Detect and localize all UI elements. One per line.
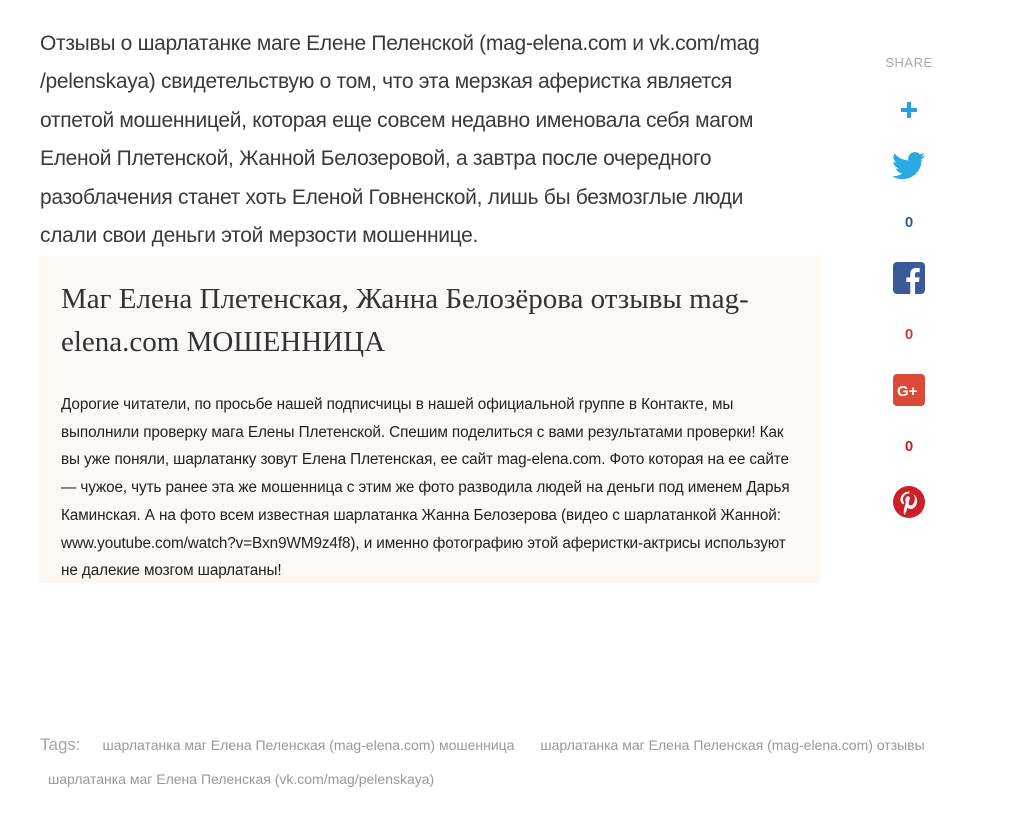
- article-intro-text: Отзывы о шарлатанке маге Елене Пеленской (mag-elena.com и vk.com/mag /pelenskaya) свидетельствую о том, что эта мерзкая аферистка является отпетой мошенницей, которая еще совсем недавно именовала себя магом Еленой Плетенской, Жанной Белозеровой, а завтра после очередного разоблачения станет хоть Еленой Говненской, лишь бы безмозглые люди слали свои деньги этой мерзости мошеннице.: [40, 32, 760, 248]
- quote-body: Дорогие читатели, по просьбе нашей подписчицы в нашей официальной группе в Контакте, мы выполнили проверку мага Елены Плетенской. Спешим поделиться с вами результатами проверки! Как вы уже поняли, шарлатанку зовут Елена Плетенская, ее сайт mag-elena.com. Фото которая на ее сайте — чужое, чуть ранее эта же мошенница с этим же фото разводила людей на деньги под именем Дарья Каминская. А на фото всем известная шарлатанка Жанна Белозерова (видео с шарлатанкой Жанной: www.youtube.com/watch?v=Bxn9WM9z4f8), и именно фотографию этой аферистки-актрисы используют не далекие мозгом шарлатаны!: [61, 396, 790, 580]
- plus-icon: [900, 101, 918, 119]
- share-sidebar: [880, 55, 938, 530]
- quote-title: Маг Елена Плетенская, Жанна Белозёрова отзывы mag-elena.com МОШЕННИЦА: [61, 283, 749, 358]
- tags-label: Tags:: [40, 735, 81, 754]
- pinterest-icon: [892, 485, 926, 519]
- google-plus-share-count: 0: [904, 437, 914, 455]
- pinterest-share-button[interactable]: [880, 474, 938, 530]
- tags-section: [40, 728, 980, 796]
- tag-link[interactable]: шарлатанка маг Елена Пеленская (mag-elena.com) мошенница: [102, 737, 515, 753]
- share-label: SHARE: [885, 55, 933, 70]
- google-plus-icon: [893, 374, 925, 406]
- twitter-share-button[interactable]: [880, 138, 938, 194]
- tag-link[interactable]: шарлатанка маг Елена Пеленская (vk.com/mag/pelenskaya): [48, 771, 435, 787]
- facebook-icon: [893, 262, 925, 294]
- share-more-button[interactable]: [880, 96, 938, 124]
- quote-box: [39, 256, 821, 583]
- google-plus-share-button[interactable]: [880, 362, 938, 418]
- twitter-share-count: 0: [904, 213, 914, 231]
- tag-link[interactable]: шарлатанка маг Елена Пеленская (mag-elena.com) отзывы: [540, 737, 925, 753]
- facebook-share-count: 0: [904, 325, 914, 343]
- svg-text:G+: G+: [897, 383, 918, 400]
- facebook-share-button[interactable]: [880, 250, 938, 306]
- twitter-icon: [892, 152, 926, 180]
